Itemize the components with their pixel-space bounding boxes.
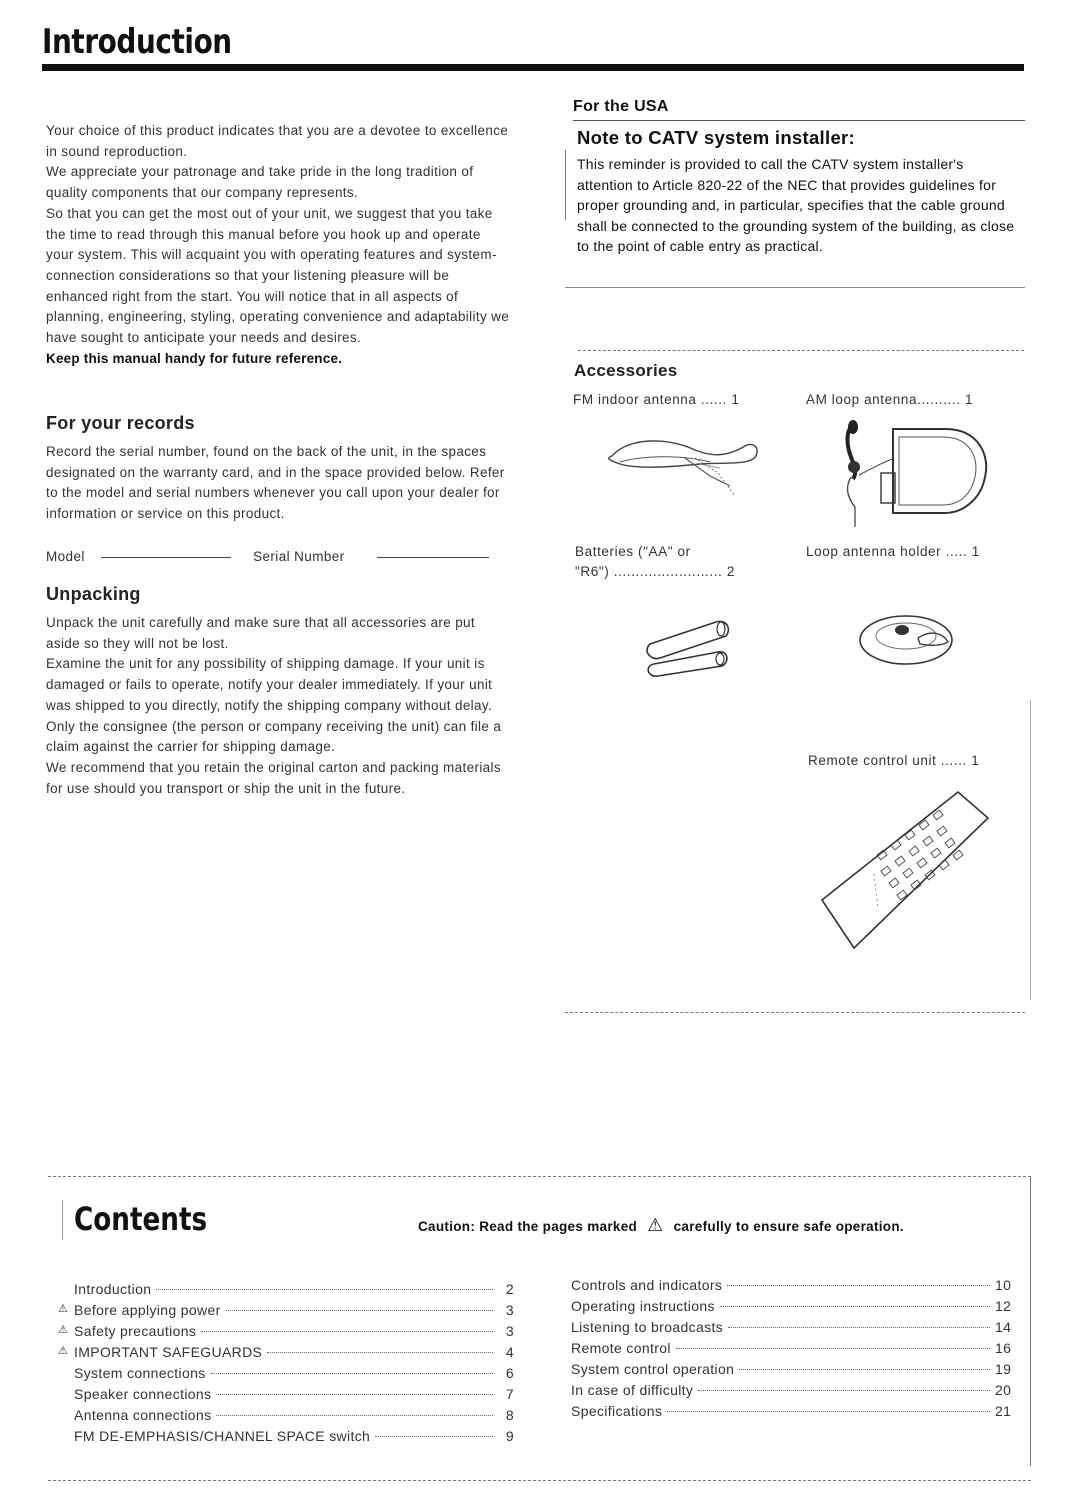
toc-label: Safety precautions [74, 1323, 197, 1339]
fm-antenna-icon [600, 428, 770, 503]
am-loop-antenna-icon [835, 417, 995, 529]
records-heading: For your records [46, 413, 195, 433]
toc-leader [727, 1285, 990, 1286]
batteries-icon [636, 612, 736, 677]
toc-page-number: 21 [995, 1403, 1012, 1419]
toc-page-number: 2 [505, 1281, 514, 1297]
unpacking-paragraph: Examine the unit for any possibility of shipping damage. If your unit is damaged or fails to operate, notify your dealer immediately. If your unit was shipped to you directly, notify the shipping company without delay. Only the consignee (the person or company receiving the unit) can file a claim against the carrier for shipping damage. [46, 656, 502, 755]
toc-label: Controls and indicators [571, 1277, 723, 1293]
toc-label: IMPORTANT SAFEGUARDS [74, 1344, 263, 1360]
toc-leader [201, 1331, 493, 1332]
toc-label: In case of difficulty [571, 1382, 694, 1398]
accessory-fm-antenna [573, 392, 780, 407]
toc-entry [74, 1281, 514, 1297]
toc-entry [571, 1277, 1011, 1293]
unpacking-heading: Unpacking [46, 584, 141, 604]
toc-leader [216, 1394, 493, 1395]
toc-page-number: 14 [995, 1319, 1012, 1335]
caution-suffix: carefully to ensure safe operation. [673, 1219, 904, 1234]
toc-entry [571, 1382, 1011, 1398]
catv-bottom-rule [565, 287, 1025, 288]
toc-page-number: 4 [505, 1344, 514, 1360]
toc-page-number: 3 [505, 1323, 514, 1339]
toc-entry [571, 1298, 1011, 1314]
toc-page-number: 3 [505, 1302, 514, 1318]
toc-entry [571, 1319, 1011, 1335]
accessory-qty: 2 [726, 564, 735, 579]
toc-page-number: 12 [995, 1298, 1012, 1314]
accessory-qty: 1 [971, 753, 980, 768]
caution-prefix: Caution: Read the pages marked [418, 1219, 638, 1234]
intro-paragraph: So that you can get the most out of your unit, we suggest that you take the time to read through this manual before you hook up and operate your system. This will acquaint you with operating features and system-connection considerations so that your listening pleasure will be enhanced right from the start. You will notice that in all aspects of planning, engineering, styling, operating convenience and adaptability we have sought to anticipate your needs and desires. [46, 205, 510, 346]
toc-label: Operating instructions [571, 1298, 715, 1314]
toc-entry [571, 1403, 1011, 1419]
model-serial-line [46, 549, 510, 564]
toc-entry [571, 1361, 1011, 1377]
usa-heading: For the USA [573, 98, 669, 115]
toc-leader [375, 1436, 493, 1437]
accessory-name: Loop antenna holder ..... [806, 544, 972, 559]
accessory-qty: 1 [731, 392, 740, 407]
accessory-qty: 1 [971, 544, 980, 559]
accessories-rule [578, 350, 1024, 351]
toc-label: System connections [74, 1365, 206, 1381]
unpacking-paragraph: Unpack the unit carefully and make sure that all accessories are put aside so they will not be lost. [46, 615, 476, 651]
warning-icon: ⚠ [58, 1303, 69, 1315]
toc-label: Antenna connections [74, 1407, 212, 1423]
toc-page-number: 7 [505, 1386, 514, 1402]
right-margin-rule [1030, 700, 1031, 1000]
toc-leader [739, 1369, 990, 1370]
toc-leader [226, 1310, 493, 1311]
unpacking-section [46, 613, 510, 799]
catv-text: This reminder is provided to call the CATV system installer's attention to Article 820-22 of the NEC that provides guidelines for proper grounding and, in particular, specifies that the cable ground shall be connected to the grounding system of the building, as close to the point of cable entry as practical. [577, 156, 1015, 254]
contents-right-rule [1030, 1176, 1031, 1466]
records-section [46, 442, 510, 525]
contents-title: Contents [74, 1200, 208, 1238]
usa-rule [573, 120, 1025, 121]
accessory-name: FM indoor antenna ...... [573, 392, 732, 407]
warning-icon: ⚠ [58, 1345, 69, 1357]
accessories-heading: Accessories [574, 361, 678, 380]
accessory-antenna-holder [806, 544, 1018, 559]
toc-label: Specifications [571, 1403, 663, 1419]
toc-page-number: 20 [995, 1382, 1012, 1398]
antenna-holder-icon [858, 612, 958, 674]
unpacking-paragraph: We recommend that you retain the original carton and packing materials for use should you transport or ship the unit in the future. [46, 759, 501, 796]
serial-blank [377, 556, 489, 558]
contents-bottom-rule [48, 1480, 1031, 1481]
toc-entry [571, 1340, 1011, 1356]
intro-section [46, 121, 510, 369]
accessory-name: AM loop antenna.......... [806, 392, 965, 407]
serial-label: Serial Number [253, 549, 345, 564]
caution-note [418, 1215, 904, 1236]
model-blank [101, 556, 231, 558]
toc-label: Remote control [571, 1340, 671, 1356]
warning-icon: ⚠ [58, 1324, 69, 1336]
toc-leader [667, 1411, 990, 1412]
accessories-bottom-rule [565, 1012, 1025, 1013]
accessory-remote-control [808, 753, 1018, 768]
toc-label: System control operation [571, 1361, 735, 1377]
toc-leader [216, 1415, 493, 1416]
toc-leader [698, 1390, 990, 1391]
toc-label: Speaker connections [74, 1386, 212, 1402]
toc-leader [267, 1352, 493, 1353]
toc-label: Listening to broadcasts [571, 1319, 724, 1335]
title-rule [42, 64, 1024, 71]
keep-manual-note: Keep this manual handy for future reference. [46, 350, 343, 366]
contents-top-rule [48, 1176, 1031, 1177]
remote-control-icon [818, 788, 994, 950]
toc-leader [676, 1348, 990, 1349]
toc-leader [720, 1306, 990, 1307]
toc-entry [74, 1365, 514, 1381]
toc-leader [211, 1373, 493, 1374]
toc-label: Introduction [74, 1281, 152, 1297]
accessory-qty: 1 [964, 392, 974, 407]
accessory-name-cont: "R6") ......................... [575, 564, 727, 579]
toc-leader [156, 1289, 493, 1290]
toc-entry [74, 1386, 514, 1402]
toc-label: Before applying power [74, 1302, 221, 1318]
toc-entry [74, 1428, 514, 1444]
page-title: Introduction [42, 22, 232, 62]
toc-page-number: 6 [505, 1365, 514, 1381]
toc-page-number: 8 [505, 1407, 514, 1423]
accessory-name: Batteries ("AA" or [575, 544, 691, 559]
toc-page-number: 10 [995, 1277, 1012, 1293]
catv-side-rule [565, 150, 566, 220]
toc-entry [74, 1407, 514, 1423]
contents-left-mark [62, 1200, 63, 1240]
toc-page-number: 19 [995, 1361, 1012, 1377]
records-text: Record the serial number, found on the back of the unit, in the spaces designated on the warranty card, and in the space provided below. Refer to the model and serial numbers whenever you call upon your dealer for information or service on this product. [46, 444, 505, 522]
accessory-batteries [575, 544, 735, 579]
toc-entry [58, 1302, 514, 1318]
warning-icon: ⚠ [647, 1215, 664, 1235]
intro-paragraph: Your choice of this product indicates that you are a devotee to excellence in sound reproduction. [46, 123, 509, 159]
toc-label: FM DE-EMPHASIS/CHANNEL SPACE switch [74, 1428, 371, 1444]
intro-paragraph: We appreciate your patronage and take pride in the long tradition of quality components that our company represents. [46, 164, 474, 201]
toc-leader [728, 1327, 990, 1328]
toc-page-number: 9 [505, 1428, 514, 1444]
accessory-name: Remote control unit ...... [808, 753, 972, 768]
toc-page-number: 16 [995, 1340, 1012, 1356]
toc-entry [58, 1344, 514, 1360]
catv-heading: Note to CATV system installer: [577, 127, 855, 148]
accessory-am-loop-antenna [806, 392, 1016, 407]
toc-entry [58, 1323, 514, 1339]
model-label: Model [46, 549, 85, 564]
